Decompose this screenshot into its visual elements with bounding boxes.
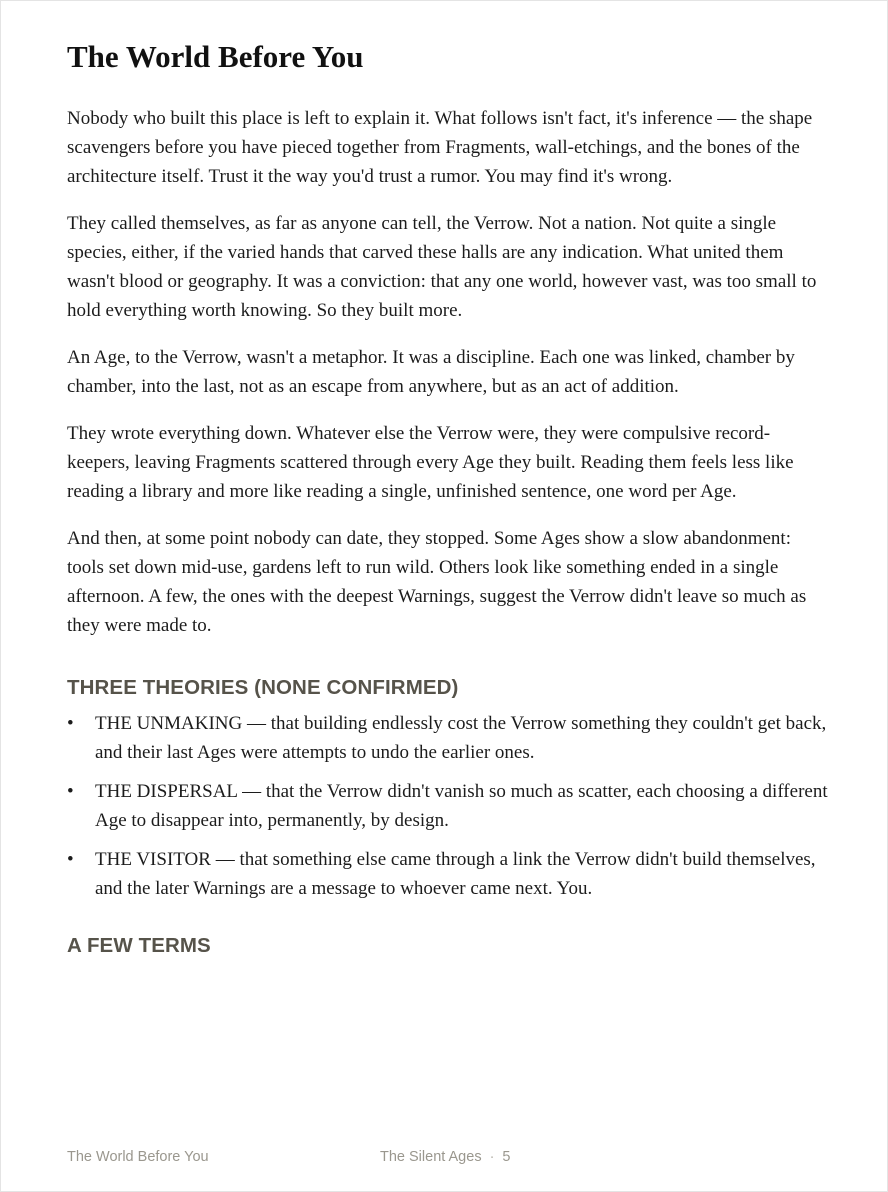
body-paragraph: They called themselves, as far as anyone can tell, the Verrow. Not a nation. Not quite a single species, either, if the varied hands that carved these halls are any indication. What united them wasn't blood or geography. It was a conviction: that any one world, however vast, was too small to hold everything worth knowing. So they built more.	[67, 213, 817, 321]
theory-text: THE UNMAKING — that building endlessly cost the Verrow something they couldn't get back, and their last Ages were attempts to undo the earlier ones.	[95, 713, 827, 763]
body-paragraph: An Age, to the Verrow, wasn't a metaphor. It was a discipline. Each one was linked, chamber by chamber, into the last, not as an escape from anywhere, but as an act of addition.	[67, 347, 795, 397]
footer-separator: ·	[489, 1149, 495, 1165]
theories-heading: THREE THEORIES (NONE CONFIRMED)	[67, 676, 459, 699]
bullet-icon: •	[67, 849, 74, 870]
body-paragraph: They wrote everything down. Whatever else the Verrow were, they were compulsive record-keepers, leaving Fragments scattered through every Age they built. Reading them feels less like reading a library and more like reading a single, unfinished sentence, one word per Age.	[67, 423, 794, 502]
page-content	[67, 39, 829, 959]
footer-page-number: 5	[502, 1149, 511, 1165]
theories-list	[67, 709, 829, 903]
page-title: The World Before You	[67, 39, 364, 74]
terms-heading: A FEW TERMS	[67, 934, 211, 957]
list-item	[67, 845, 829, 903]
theory-text: THE VISITOR — that something else came through a link the Verrow didn't build themselves, and the later Warnings are a message to whoever came next. You.	[95, 849, 816, 899]
bullet-icon: •	[67, 781, 74, 802]
theory-text: THE DISPERSAL — that the Verrow didn't vanish so much as scatter, each choosing a different Age to disappear into, permanently, by design.	[95, 781, 828, 831]
bullet-icon: •	[67, 713, 74, 734]
list-item	[67, 709, 829, 767]
footer-section-title: The World Before You	[67, 1149, 209, 1165]
body-paragraph: Nobody who built this place is left to explain it. What follows isn't fact, it's inference — the shape scavengers before you have pieced together from Fragments, wall-etchings, and the bones of the architecture itself. Trust it the way you'd trust a rumor. You may find it's wrong.	[67, 108, 813, 187]
footer-book-info	[380, 1149, 511, 1165]
list-item	[67, 777, 829, 835]
body-paragraph: And then, at some point nobody can date, they stopped. Some Ages show a slow abandonment: tools set down mid-use, gardens left to run wild. Others look like something ended in a single afternoon. A few, the ones with the deepest Warnings, suggest the Verrow didn't leave so much as they were made to.	[67, 528, 807, 636]
footer-book-title: The Silent Ages	[380, 1149, 482, 1165]
page-footer	[1, 1149, 888, 1169]
